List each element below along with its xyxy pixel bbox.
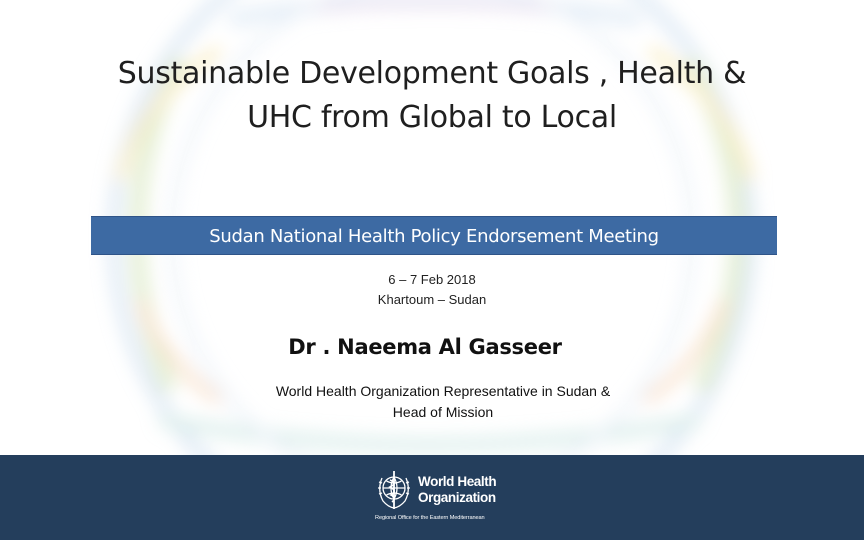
slide-title (60, 52, 804, 140)
who-emblem-icon (374, 468, 414, 514)
title-line: Sustainable Development Goals , Health & (117, 56, 747, 91)
role-line: Head of Mission (392, 404, 494, 420)
speaker-name: Dr . Naeema Al Gasseer (288, 335, 562, 359)
logo-subtitle: Regional Office for the Eastern Mediterranean (375, 515, 485, 521)
event-location: Khartoum – Sudan (377, 292, 487, 307)
event-details (282, 270, 582, 310)
meeting-banner: Sudan National Health Policy Endorsement Meeting (91, 216, 777, 255)
role-line: World Health Organization Representative in Sudan & (275, 383, 611, 399)
event-dates: 6 – 7 Feb 2018 (388, 272, 476, 287)
who-logo (374, 468, 514, 526)
logo-text-line1: World Health (418, 474, 497, 489)
logo-text-line2: Organization (418, 490, 496, 505)
title-line: UHC from Global to Local (247, 100, 617, 135)
speaker-role (200, 381, 686, 423)
